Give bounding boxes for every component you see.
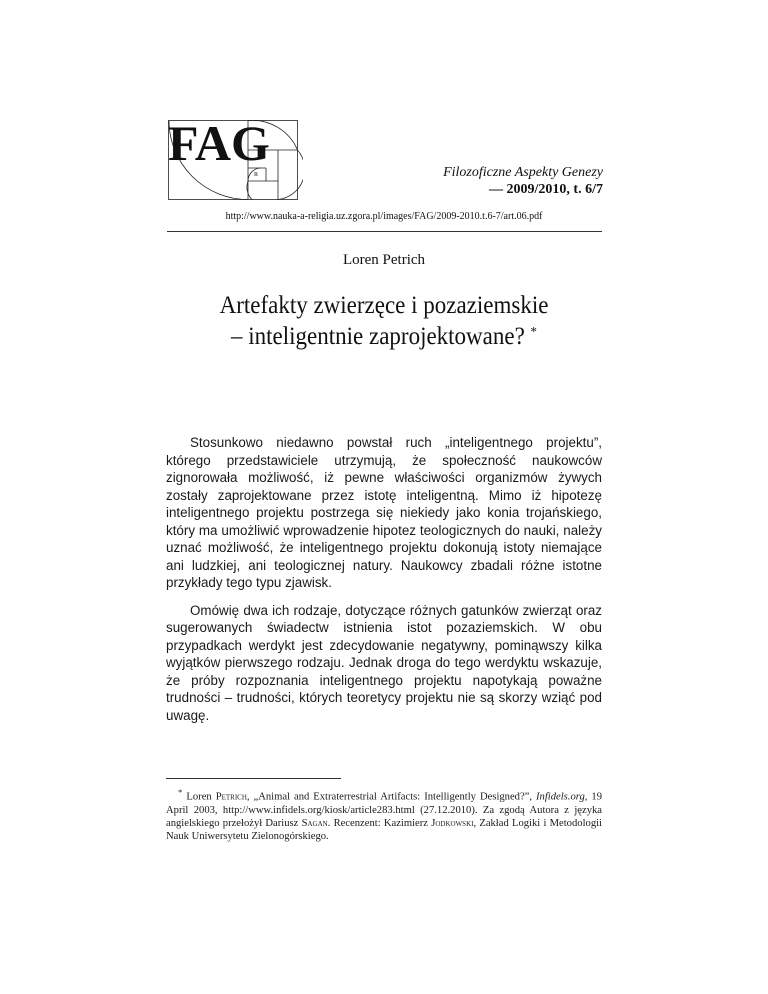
footnote-translator: Sagan <box>301 817 328 829</box>
footnote-details: , 19 April 2003, http://www.infidels.org/kiosk/article283.html (27.12.2010). Za zgodą Autora z języka angielskiego przełożył Dariusz <box>166 791 603 829</box>
journal-volume: — 2009/2010, t. 6/7 <box>489 182 603 197</box>
footnote-reviewer-intro: . Recenzent: Kazimierz <box>327 817 428 829</box>
footnote-article: , „Animal and Extraterrestrial Artifacts: Intelligently Designed?”, <box>246 791 533 803</box>
paragraph-2: Omówię dwa ich rodzaje, dotyczące różnych gatunków zwierząt oraz sugerowanych świadectw istnienia istot pozaziemskich. W obu przypadkach werdykt jest zdecydowanie negatywny, pominąwszy kilka wyjątków pierwszego rodzaju. Jednak droga do tego werdyktu wskazuje, że próby rozpoznania inteligentnego projektu napotykają poważne trudności – trudności, których teoretycy projektu nie są skorzy wziąć pod uwagę. <box>166 602 602 723</box>
journal-info <box>443 164 603 198</box>
journal-name: Filozoficzne Aspekty Genezy <box>443 165 603 180</box>
logo-text: FAG <box>168 115 270 171</box>
footnote-divider <box>166 778 341 779</box>
title-line-1: Artefakty zwierzęce i pozaziemskie <box>219 292 549 319</box>
title-footnote-marker[interactable]: * <box>530 325 537 340</box>
title-line-2-text: – inteligentnie zaprojektowane? <box>231 323 525 350</box>
article-body <box>166 434 602 734</box>
footnote-source: Infidels.org <box>536 791 585 803</box>
footnote-author-last: Petrich <box>215 791 247 803</box>
journal-logo <box>168 115 303 200</box>
footnote-reviewer: Jodkowski <box>431 817 474 829</box>
footnote-marker: * <box>178 787 183 797</box>
logo-inner-label: R <box>254 172 259 178</box>
footnote <box>166 786 602 843</box>
footnote-affiliation: , Zakład Logiki i Metodologii Nauk Uniwersytetu Zielonogórskiego. <box>166 817 602 843</box>
footnote-author-first: Loren <box>186 791 212 803</box>
paragraph-1: Stosunkowo niedawno powstał ruch „inteligentnego projektu”, którego przedstawiciele utrzymują, że społeczność naukowców zignorowała możliwość, iż pewne właściwości organizmów żywych zostały zaprojektowane przez istotę inteligentną. Mimo iż hipotezę inteligentnego projektu postrzega się niekiedy jako konia trojańskiego, który ma umożliwić wprowadzenie hipotez teologicznych do nauki, należy uznać możliwość, że inteligentnego projektu dokonują istoty niemające ani ludzkiej, ani teologicznej natury. Naukowcy zbadali różne istotne przykłady tego typu zjawisk. <box>166 435 602 590</box>
header-divider <box>167 231 602 232</box>
article-url[interactable]: http://www.nauka-a-religia.uz.zgora.pl/images/FAG/2009-2010.t.6-7/art.06.pdf <box>225 211 543 222</box>
article-title <box>31 290 738 352</box>
article-author: Loren Petrich <box>342 252 426 268</box>
footnote-indent <box>166 792 178 803</box>
title-line-2 <box>31 321 738 352</box>
